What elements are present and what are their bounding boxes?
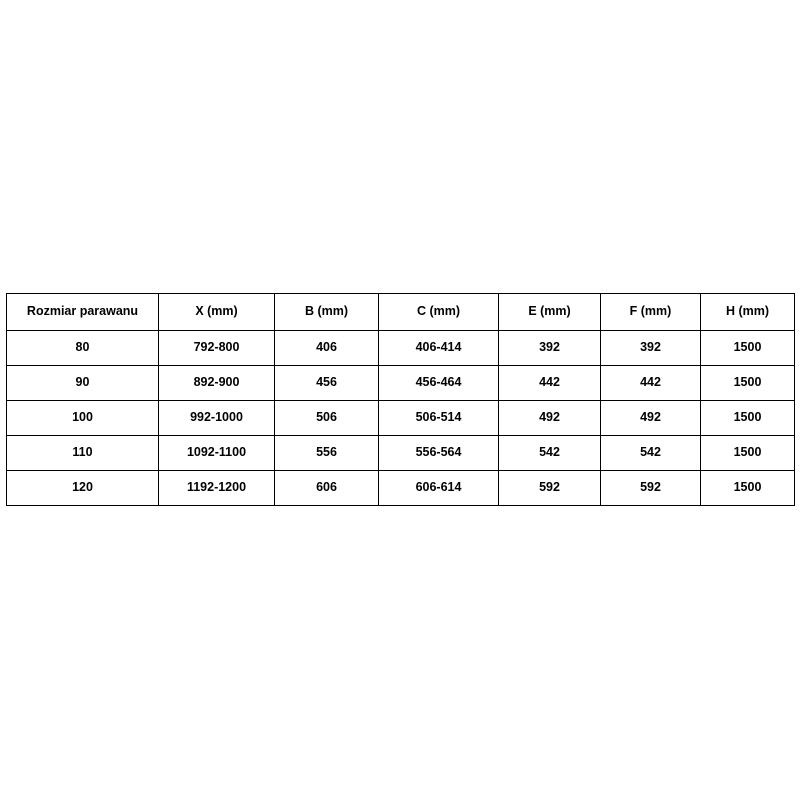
table-row: [7, 366, 795, 401]
table-header: [7, 294, 795, 331]
cell-size: 100: [7, 401, 159, 436]
table-row: [7, 331, 795, 366]
cell-x: 1092-1100: [159, 436, 275, 471]
column-header-c: C (mm): [379, 294, 499, 331]
column-header-f: F (mm): [601, 294, 701, 331]
cell-c: 406-414: [379, 331, 499, 366]
cell-e: 442: [499, 366, 601, 401]
cell-x: 1192-1200: [159, 471, 275, 506]
cell-x: 992-1000: [159, 401, 275, 436]
spec-table-container: [6, 293, 794, 506]
column-header-b: B (mm): [275, 294, 379, 331]
column-header-e: E (mm): [499, 294, 601, 331]
cell-e: 392: [499, 331, 601, 366]
cell-f: 542: [601, 436, 701, 471]
cell-size: 110: [7, 436, 159, 471]
cell-f: 492: [601, 401, 701, 436]
cell-b: 406: [275, 331, 379, 366]
column-header-rozmiar-parawanu: Rozmiar parawanu: [7, 294, 159, 331]
cell-f: 392: [601, 331, 701, 366]
cell-e: 542: [499, 436, 601, 471]
column-header-x: X (mm): [159, 294, 275, 331]
cell-e: 592: [499, 471, 601, 506]
cell-size: 80: [7, 331, 159, 366]
cell-c: 506-514: [379, 401, 499, 436]
shower-screen-dimensions-table: [6, 293, 795, 506]
column-header-h: H (mm): [701, 294, 795, 331]
cell-h: 1500: [701, 366, 795, 401]
cell-b: 606: [275, 471, 379, 506]
table-header-row: [7, 294, 795, 331]
cell-c: 606-614: [379, 471, 499, 506]
table-row: [7, 436, 795, 471]
cell-x: 792-800: [159, 331, 275, 366]
cell-f: 592: [601, 471, 701, 506]
cell-x: 892-900: [159, 366, 275, 401]
cell-b: 506: [275, 401, 379, 436]
cell-size: 90: [7, 366, 159, 401]
cell-c: 456-464: [379, 366, 499, 401]
cell-b: 556: [275, 436, 379, 471]
cell-b: 456: [275, 366, 379, 401]
cell-e: 492: [499, 401, 601, 436]
table-body: [7, 331, 795, 506]
cell-f: 442: [601, 366, 701, 401]
table-row: [7, 471, 795, 506]
cell-h: 1500: [701, 401, 795, 436]
table-row: [7, 401, 795, 436]
cell-size: 120: [7, 471, 159, 506]
cell-h: 1500: [701, 436, 795, 471]
cell-h: 1500: [701, 331, 795, 366]
cell-h: 1500: [701, 471, 795, 506]
cell-c: 556-564: [379, 436, 499, 471]
